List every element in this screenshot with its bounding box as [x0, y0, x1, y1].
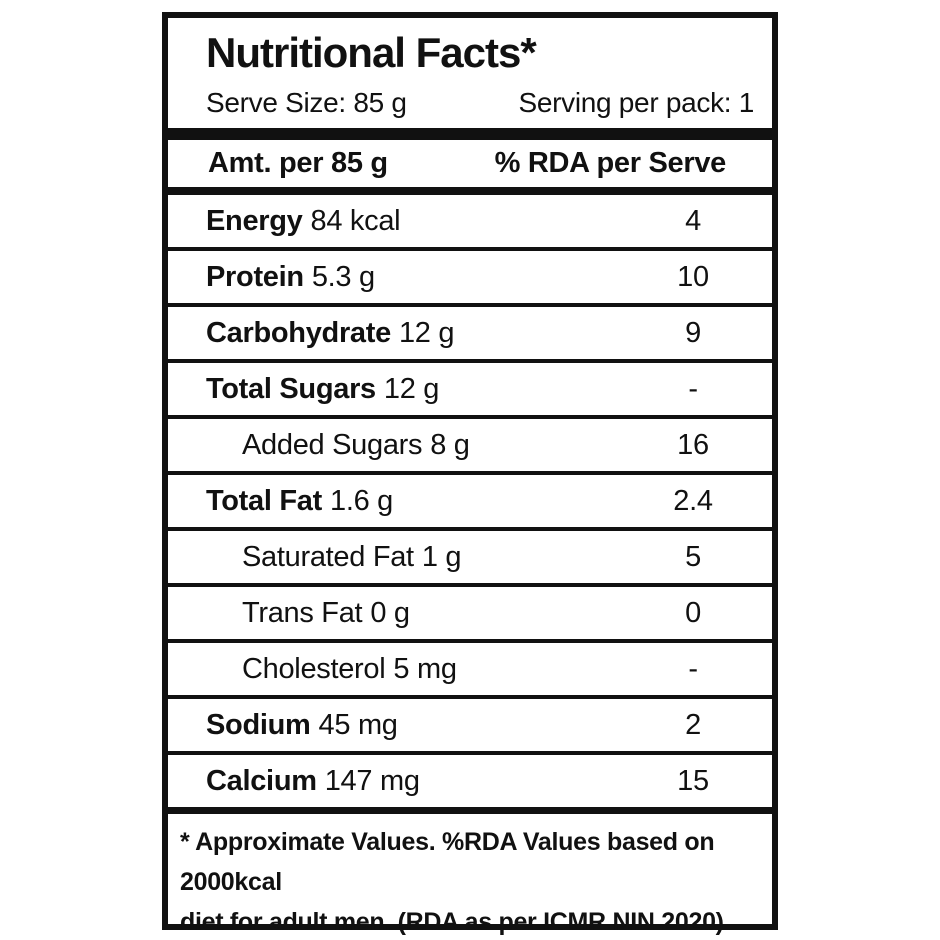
nutrition-label — [162, 12, 778, 937]
nutrient-amount: 5 mg — [393, 652, 457, 685]
rda-value: 16 — [677, 428, 709, 461]
column-header-row — [168, 132, 772, 195]
nutrient-row — [168, 195, 772, 251]
footnote-line-1: * Approximate Values. %RDA Values based on 2000kcal — [180, 828, 715, 897]
footnote-line-2: diet for adult men. (RDA as per ICMR NIN 2020) — [180, 908, 724, 937]
nutrient-row — [168, 699, 772, 755]
nutrient-name: Total Sugars — [206, 372, 376, 405]
nutrient-row — [168, 419, 772, 475]
nutrient-name: Carbohydrate — [206, 316, 391, 349]
nutrient-row — [168, 587, 772, 643]
nutrient-name: Energy — [206, 204, 303, 237]
nutrient-amount: 147 mg — [324, 764, 420, 797]
serve-info-row — [168, 80, 772, 132]
nutrient-amount: 5.3 g — [311, 260, 375, 293]
rda-value: 10 — [677, 260, 709, 293]
nutrient-rows — [168, 195, 772, 807]
label-title: Nutritional Facts* — [206, 29, 536, 76]
serve-size: Serve Size: 85 g — [206, 87, 407, 119]
nutrient-amount: 0 g — [370, 596, 410, 629]
nutrient-name: Saturated Fat — [242, 540, 414, 573]
nutrient-name: Added Sugars — [242, 428, 423, 461]
rda-value: 5 — [685, 540, 701, 573]
nutrient-amount: 12 g — [383, 372, 440, 405]
footnote — [168, 807, 772, 940]
rda-value: 15 — [677, 764, 709, 797]
nutrient-row — [168, 475, 772, 531]
nutrient-name: Total Fat — [206, 484, 322, 517]
nutrient-name: Calcium — [206, 764, 317, 797]
column-header-amount: Amt. per 85 g — [208, 147, 388, 180]
nutrient-row — [168, 531, 772, 587]
rda-value: 9 — [685, 316, 701, 349]
column-header-rda: % RDA per Serve — [494, 147, 726, 180]
rda-value: 0 — [685, 596, 701, 629]
nutrient-name: Cholesterol — [242, 652, 386, 685]
nutrient-name: Protein — [206, 260, 304, 293]
nutrient-name: Trans Fat — [242, 596, 363, 629]
nutrient-row — [168, 755, 772, 807]
label-header — [168, 18, 772, 78]
nutrient-amount: 84 kcal — [310, 204, 401, 237]
rda-value: - — [688, 652, 698, 685]
nutrient-amount: 1.6 g — [329, 484, 393, 517]
nutrient-row — [168, 307, 772, 363]
rda-value: 4 — [685, 204, 701, 237]
rda-value: - — [688, 372, 698, 405]
nutrient-amount: 12 g — [398, 316, 455, 349]
nutrient-amount: 8 g — [430, 428, 470, 461]
nutrient-name: Sodium — [206, 708, 311, 741]
nutrient-amount: 45 mg — [318, 708, 398, 741]
nutrient-row — [168, 363, 772, 419]
rda-value: 2.4 — [673, 484, 713, 517]
nutrient-amount: 1 g — [421, 540, 462, 573]
nutrient-row — [168, 251, 772, 307]
serving-per-pack: Serving per pack: 1 — [518, 87, 754, 119]
rda-value: 2 — [685, 708, 701, 741]
nutrient-row — [168, 643, 772, 699]
